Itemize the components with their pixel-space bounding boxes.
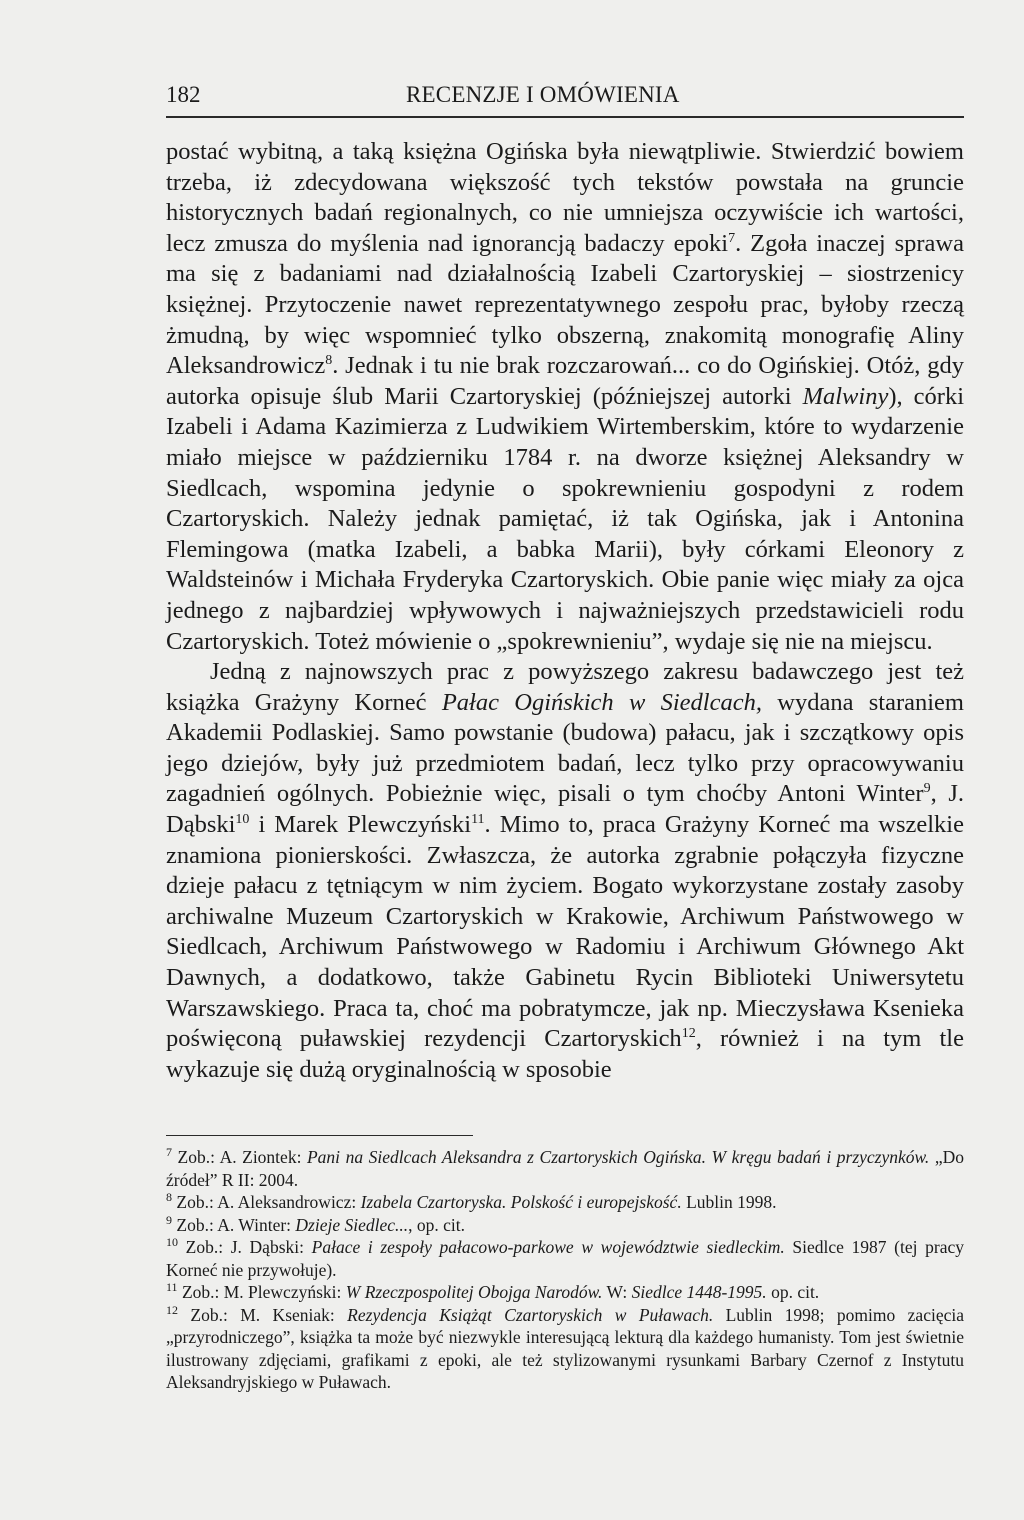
italic-title: Pałac Ogińskich w Siedlcach,	[441, 688, 762, 716]
italic-title: Rezydencja Książąt Czartoryskich w Puławach.	[347, 1304, 714, 1325]
footnote-8	[166, 1191, 964, 1214]
text-run: Lublin 1998.	[681, 1192, 777, 1212]
text-run: . Mimo to, praca Grażyny Korneć ma wszelkie znamiona pionierskości. Zwłaszcza, że autorka zgrabnie połączyła fizyczne dzieje pałacu z tętniącym w nim życiem. Bogato wykorzystane zostały zasoby archiwalne Muzeum Czartoryskich w Krakowie, Archiwum Państwowego w Siedlcach, Archiwum Państwowego w Radomiu i Archiwum Głównego Akt Dawnych, a dodatkowo, także Gabinetu Rycin Biblioteki Uniwersytetu Warszawskiego. Praca ta, choć ma pobratymcze, jak np. Mieczysława Ksenieka poświęconą puławskiej rezydencji Czartoryskich	[166, 811, 964, 1053]
text-run: Siedlce 1987 (tej pracy Korneć nie przywołuje).	[166, 1237, 964, 1280]
footnote-ref-8: 8	[325, 353, 333, 368]
footnote-number: 9	[166, 1212, 172, 1227]
italic-title: Pałace i zespoły pałacowo-parkowe w województwie siedleckim.	[311, 1237, 785, 1257]
italic-title: Izabela Czartoryska. Polskość i europejskość.	[360, 1192, 682, 1212]
footnote-number: 8	[166, 1190, 172, 1205]
paragraph-2	[166, 657, 964, 1085]
text-run: postać wybitną, a taką księżna Ogińska była niewątpliwie. Stwierdzić bowiem trzeba, iż zdecydowana większość tych tekstów powstała na gruncie historycznych badań regionalnych, co nie umniejsza oczywiście ich wartości, lecz zmusza do myślenia nad ignorancją badaczy epoki	[166, 138, 964, 257]
italic-title: Malwiny	[802, 382, 889, 410]
footnote-11	[166, 1281, 964, 1304]
footnote-number: 11	[166, 1280, 178, 1295]
page-number: 182	[166, 82, 201, 107]
text-run: Zob.: J. Dąbski:	[178, 1237, 312, 1257]
italic-title: Siedlce 1448-1995.	[631, 1282, 767, 1302]
footnote-number: 7	[166, 1145, 172, 1160]
text-run: , również i na tym tle wykazuje się dużą oryginalnością w sposobie	[166, 1025, 964, 1083]
italic-title: W Rzeczpospolitej Obojga Narodów.	[345, 1282, 603, 1302]
footnotes	[166, 1146, 964, 1394]
footnote-9	[166, 1214, 964, 1237]
text-run: op. cit.	[766, 1282, 820, 1302]
footnote-ref-12: 12	[681, 1026, 696, 1042]
italic-title: Dzieje Siedlec...	[295, 1214, 409, 1235]
footnote-number: 10	[166, 1235, 178, 1250]
header-rule	[166, 116, 964, 118]
footnote-ref-10: 10	[235, 811, 250, 827]
footnote-number: 12	[166, 1302, 178, 1317]
running-head: RECENZJE I OMÓWIENIA	[406, 82, 680, 107]
text-run: Zob.: A. Ziontek:	[172, 1147, 307, 1167]
text-run: wydana staraniem Akademii Podlaskiej. Samo powstanie (budowa) pałacu, jak i szczątkowy opis jego dziejów, były już przedmiotem badań, lecz tylko przy opracowywaniu zagadnień ogólnych. Pobieżnie więc, pisali o tym choćby Antoni Winter	[166, 688, 964, 808]
text-run: , op. cit.	[408, 1214, 466, 1235]
text-run: Zob.: A. Aleksandrowicz:	[172, 1192, 361, 1212]
text-run: Jedną z najnowszych prac z powyższego zakresu badawczego jest też książka Grażyny Korneć	[166, 658, 964, 716]
text-run: i Marek Plewczyński	[249, 811, 472, 839]
text-run: Zob.: A. Winter:	[172, 1214, 296, 1235]
paragraph-1	[166, 137, 964, 657]
page-header	[166, 78, 964, 118]
text-run: . Zgoła inaczej sprawa ma się z badaniami nad działalnością Izabeli Czartoryskiej – siostrzenicy księżnej. Przytoczenie nawet reprezentatywnego zespołu prac, byłoby rzeczą żmudną, by więc wspomnieć tylko obszerną, znakomitą monografię Aliny Aleksandrowicz	[166, 229, 964, 380]
text-run: Zob.: M. Kseniak:	[178, 1304, 348, 1325]
text-run: Zob.: M. Plewczyński:	[177, 1282, 346, 1302]
footnote-rule	[166, 1135, 473, 1136]
text-run: Lublin 1998; pomimo zacięcia „przyrodniczego”, książka ta może być niezwykle interesującą lekturą dla każdego humanisty. Tom jest świetnie ilustrowany zdjęciami, grafikami z epoki, ale też stylizowanymi rysunkami Barbary Czernof z Instytutu Aleksandryjskiego w Puławach.	[166, 1304, 964, 1392]
text-run: , J. Dąbski	[166, 780, 964, 839]
footnote-ref-7: 7	[728, 230, 736, 246]
text-run: W:	[602, 1282, 632, 1302]
text-run: „Do źródeł” R II: 2004.	[166, 1147, 964, 1190]
footnote-12	[166, 1304, 964, 1394]
footnote-10	[166, 1236, 964, 1281]
text-run: ), córki Izabeli i Adama Kazimierza z Ludwikiem Wirtemberskim, które to wydarzenie miało miejsce w październiku 1784 r. na dworze księżnej Aleksandry w Siedlcach, wspomina jedynie o spokrewnieniu gospodyni z rodem Czartoryskich. Należy jednak pamiętać, iż tak Ogińska, jak i Antonina Flemingowa (matka Izabeli, a babka Marii), były córkami Eleonory z Waldsteinów i Michała Fryderyka Czartoryskich. Obie panie więc miały za ojca jednego z najbardziej wpływowych i najważniejszych przedstawicieli rodu Czartoryskich. Toteż mówienie o „spokrewnieniu”, wydaje się nie na miejscu.	[166, 382, 964, 655]
footnote-ref-11: 11	[471, 811, 485, 827]
footnote-7	[166, 1146, 964, 1191]
footnote-ref-9: 9	[923, 781, 931, 797]
text-run: . Jednak i tu nie brak rozczarowań... co do Ogińskiej. Otóż, gdy autorka opisuje ślub Marii Czartoryskiej (późniejszej autorki	[166, 352, 964, 410]
italic-title: Pani na Siedlcach Aleksandra z Czartoryskich Ogińska. W kręgu badań i przyczynków.	[306, 1147, 930, 1167]
body-text	[166, 137, 964, 1085]
